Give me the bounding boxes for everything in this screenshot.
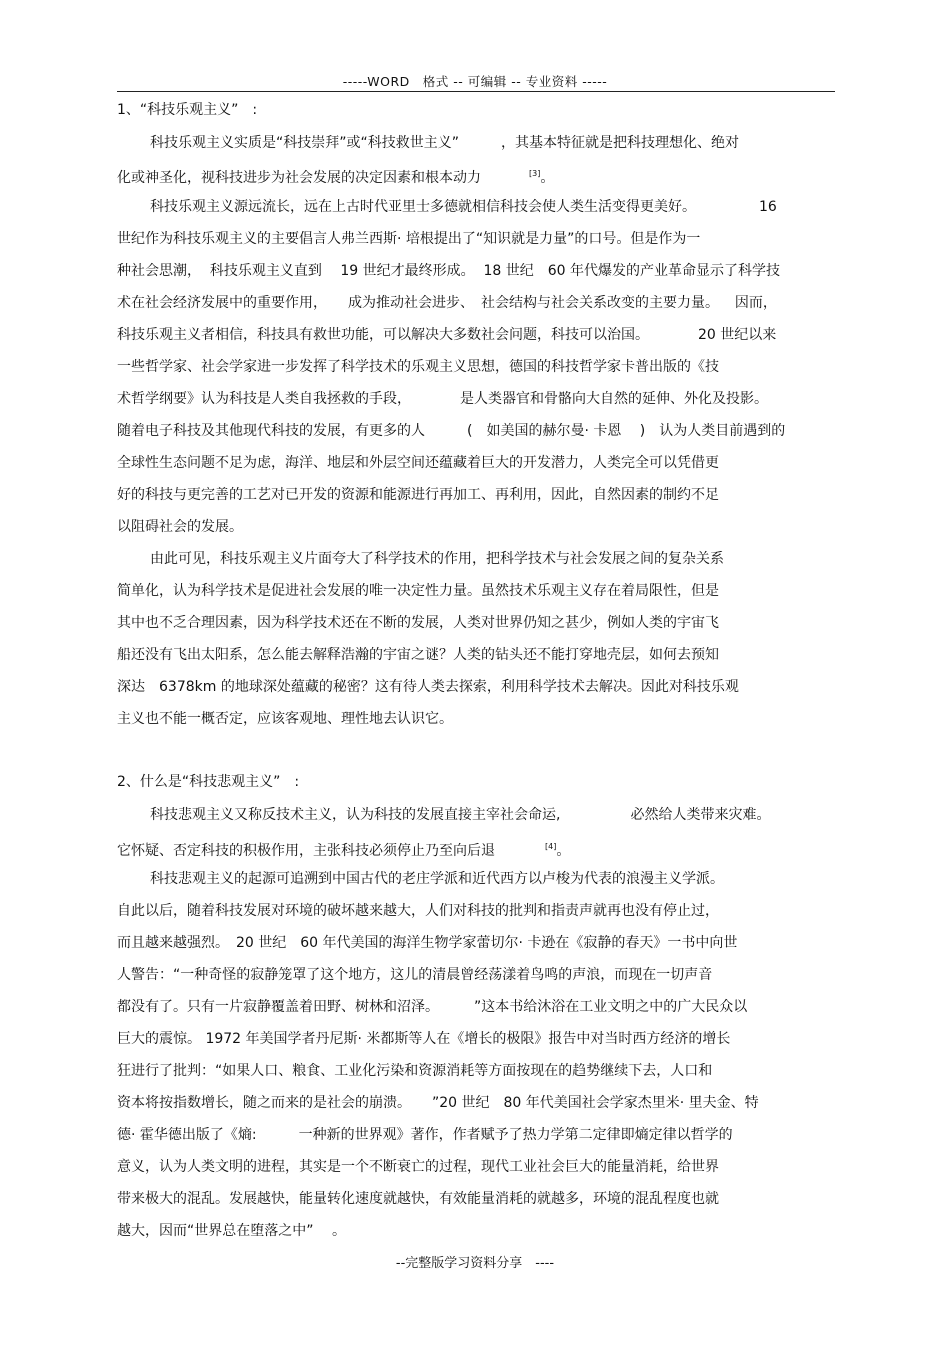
paragraph-line: 人警告：“一种奇怪的寂静笼罩了这个地方，这儿的清晨曾经荡漾着鸟鸣的声浪，而现在一切声音: [117, 967, 713, 983]
paragraph-line: 资本将按指数增长，随之而来的是社会的崩溃。 ”20 世纪 80 年代美国社会学家杰里米· 里夫金、特: [117, 1095, 759, 1111]
paragraph-line: 科技乐观主义实质是“科技崇拜”或“科技救世主义” ，其基本特征就是把科技理想化、绝对: [150, 135, 740, 151]
paragraph-line: 术在社会经济发展中的重要作用， 成为推动社会进步、 社会结构与社会关系改变的主要力量。 因而，: [117, 295, 777, 311]
paragraph-line: 全球性生态问题不足为虑，海洋、地层和外层空间还蕴藏着巨大的开发潜力，人类完全可以凭借更: [117, 455, 719, 471]
paragraph-line: 自此以后，随着科技发展对环境的破坏越来越大，人们对科技的批判和指责声就再也没有停止过，: [117, 903, 719, 919]
paragraph-line: 德· 霍华德出版了《熵: 一种新的世界观》著作，作者赋予了热力学第二定律即熵定律以哲学的: [117, 1127, 733, 1143]
paragraph-line: 其中也不乏合理因素，因为科学技术还在不断的发展，人类对世界仍知之甚少，例如人类的宇宙飞: [117, 615, 719, 631]
paragraph-line: 深达 6378km 的地球深处蕴藏的秘密？这有待人类去探索，利用科学技术去解决。因此对科技乐观: [117, 679, 739, 695]
citation-ref: [3]: [529, 169, 541, 178]
paragraph-line: 简单化，认为科学技术是促进社会发展的唯一决定性力量。虽然技术乐观主义存在着局限性，但是: [117, 583, 719, 599]
paragraph-line: 种社会思潮， 科技乐观主义直到 19 世纪才最终形成。 18 世纪 60 年代爆发的产业革命显示了科学技: [117, 263, 781, 279]
paragraph-line: 科技乐观主义者相信，科技具有救世功能，可以解决大多数社会问题，科技可以治国。 20 世纪以来: [117, 327, 777, 343]
paragraph-line: 一些哲学家、社会学家进一步发挥了科学技术的乐观主义思想，德国的科技哲学家卡普出版的《技: [117, 359, 719, 375]
paragraph-line: 术哲学纲要》认为科技是人类自我拯救的手段， 是人类器官和骨骼向大自然的延伸、外化及投影。: [117, 391, 768, 407]
paragraph-line: 带来极大的混乱。发展越快，能量转化速度就越快，有效能量消耗的就越多，环境的混乱程度也就: [117, 1191, 719, 1207]
paragraph-line: 由此可见，科技乐观主义片面夸大了科学技术的作用，把科学技术与社会发展之间的复杂关系: [150, 551, 724, 567]
page-header: -----WORD 格式 -- 可编辑 -- 专业资料 -----: [342, 74, 608, 89]
page-footer: --完整版学习资料分享 ----: [395, 1256, 555, 1271]
sentence-end: 。: [540, 170, 555, 186]
paragraph-line: 船还没有飞出太阳系，怎么能去解释浩瀚的宇宙之谜？人类的钻头还不能打穿地壳层，如何去预知: [117, 647, 719, 663]
paragraph-line: 世纪作为科技乐观主义的主要倡言人弗兰西斯· 培根提出了“知识就是力量”的口号。但是作为一: [117, 231, 701, 247]
sentence-end: 。: [556, 843, 571, 859]
paragraph-line: 意义，认为人类文明的进程，其实是一个不断衰亡的过程，现代工业社会巨大的能量消耗，给世界: [117, 1159, 719, 1175]
paragraph-line: 科技悲观主义又称反技术主义，认为科技的发展直接主宰社会命运, 必然给人类带来灾难。: [150, 807, 771, 823]
paragraph-line: 以阻碍社会的发展。: [117, 519, 243, 535]
paragraph-line: 狂进行了批判：“如果人口、粮食、工业化污染和资源消耗等方面按现在的趋势继续下去，人口和: [117, 1063, 713, 1079]
section-2-title: 2、什么是“科技悲观主义” :: [117, 774, 300, 790]
paragraph-line: 化或神圣化，视科技进步为社会发展的决定因素和根本动力 [3]。: [117, 169, 555, 186]
paragraph-line: 越大，因而“世界总在堕落之中” 。: [117, 1223, 346, 1239]
paragraph-line: 科技乐观主义源远流长，远在上古时代亚里士多德就相信科技会使人类生活变得更美好。 16: [150, 199, 777, 215]
header-rule: [117, 91, 835, 92]
paragraph-line: 都没有了。只有一片寂静覆盖着田野、树林和沼泽。 ”这本书给沐浴在工业文明之中的广大民众以: [117, 999, 748, 1015]
paragraph-line: 而且越来越强烈。 20 世纪 60 年代美国的海洋生物学家蕾切尔· 卡逊在《寂静的春天》一书中向世: [117, 935, 738, 951]
paragraph-line: 随着电子科技及其他现代科技的发展，有更多的人 ( 如美国的赫尔曼· 卡恩 ) 认为人类目前遇到的: [117, 423, 786, 439]
paragraph-line: 它怀疑、否定科技的积极作用，主张科技必须停止乃至向后退 [4]。: [117, 842, 571, 859]
section-1-title: 1、“科技乐观主义” :: [117, 102, 258, 118]
paragraph-line: 巨大的震惊。 1972 年美国学者丹尼斯· 米都斯等人在《增长的极限》报告中对当时西方经济的增长: [117, 1031, 731, 1047]
paragraph-line: 科技悲观主义的起源可追溯到中国古代的老庄学派和近代西方以卢梭为代表的浪漫主义学派。: [150, 871, 724, 887]
paragraph-line: 好的科技与更完善的工艺对已开发的资源和能源进行再加工、再利用，因此，自然因素的制约不足: [117, 487, 719, 503]
paragraph-line: 主义也不能一概否定，应该客观地、理性地去认识它。: [117, 711, 453, 727]
citation-ref: [4]: [545, 842, 557, 851]
